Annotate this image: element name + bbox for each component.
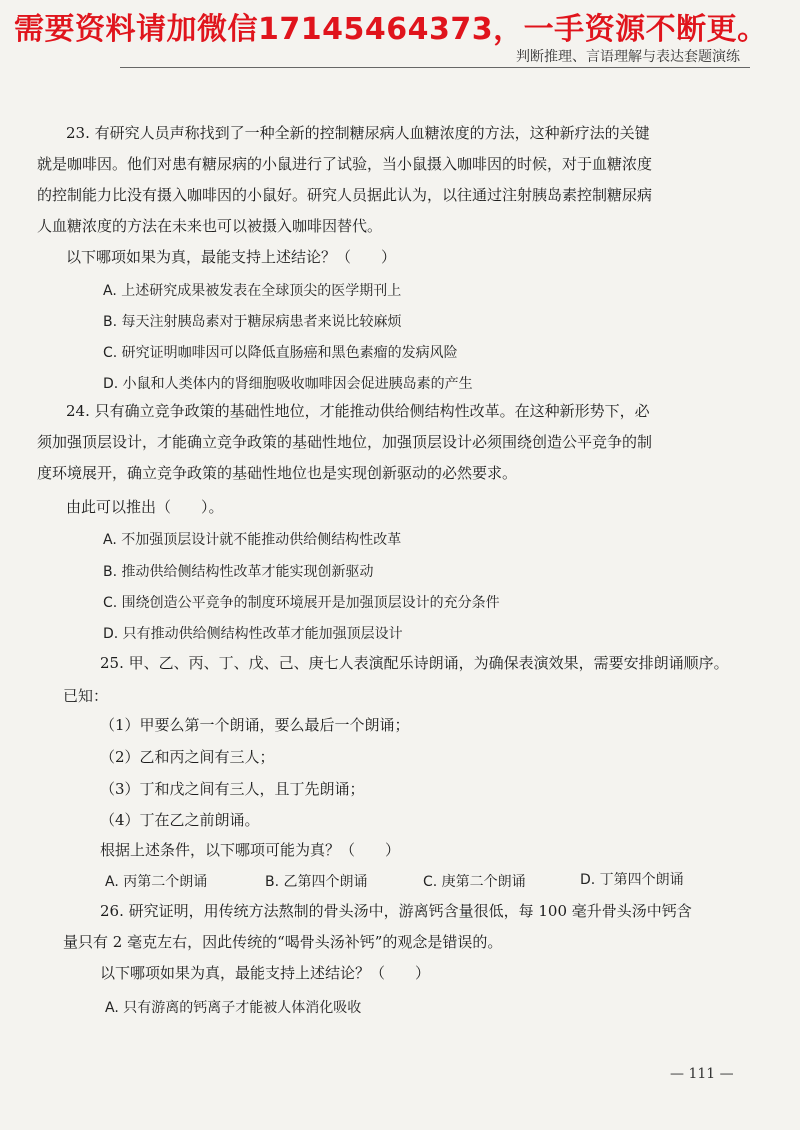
q25-question: 根据上述条件，以下哪项可能为真？（ ） (100, 841, 401, 859)
q25-condition: （4）丁在乙之前朗诵。 (100, 811, 260, 829)
header-rule (120, 67, 750, 68)
q25-condition: （3）丁和戊之间有三人，且丁先朗诵； (100, 780, 365, 798)
q26-stem-line: 量只有 2 毫克左右，因此传统的“喝骨头汤补钙”的观念是错误的。 (63, 933, 503, 951)
q23-stem-line: 的控制能力比没有摄入咖啡因的小鼠好。研究人员据此认为，以往通过注射胰岛素控制糖尿病 (37, 186, 653, 204)
q24-option-a: A. 不加强顶层设计就不能推动供给侧结构性改革 (103, 532, 402, 548)
q24-question: 由此可以推出（ ）。 (66, 498, 224, 516)
page-number: — 111 — (670, 1066, 734, 1082)
q25-condition: （2）乙和丙之间有三人； (100, 748, 275, 766)
q26-option-a: A. 只有游离的钙离子才能被人体消化吸收 (105, 1000, 362, 1016)
q25-stem-line: 25. 甲、乙、丙、丁、戊、己、庚七人表演配乐诗朗诵，为确保表演效果，需要安排朗诵顺序。 (100, 654, 729, 672)
q24-option-c: C. 围绕创造公平竞争的制度环境展开是加强顶层设计的充分条件 (103, 595, 500, 611)
q25-condition: （1）甲要么第一个朗诵，要么最后一个朗诵； (100, 716, 410, 734)
q24-stem-line: 24. 只有确立竞争政策的基础性地位，才能推动供给侧结构性改革。在这种新形势下，必 (66, 402, 650, 420)
q25-option-d: D. 丁第四个朗诵 (580, 872, 684, 888)
running-header: 判断推理、言语理解与表达套题演练 (516, 49, 740, 65)
q23-option-a: A. 上述研究成果被发表在全球顶尖的医学期刊上 (103, 283, 402, 299)
q24-stem-line: 度环境展开，确立竞争政策的基础性地位也是实现创新驱动的必然要求。 (37, 464, 518, 482)
q23-stem-line: 人血糖浓度的方法在未来也可以被摄入咖啡因替代。 (37, 217, 383, 235)
q24-option-d: D. 只有推动供给侧结构性改革才能加强顶层设计 (103, 626, 403, 642)
q23-option-c: C. 研究证明咖啡因可以降低直肠癌和黑色素瘤的发病风险 (103, 345, 458, 361)
q26-stem-line: 26. 研究证明，用传统方法熬制的骨头汤中，游离钙含量很低，每 100 毫升骨头汤中钙含 (100, 902, 692, 920)
q23-question: 以下哪项如果为真，最能支持上述结论？（ ） (66, 248, 397, 266)
q23-stem-line: 23. 有研究人员声称找到了一种全新的控制糖尿病人血糖浓度的方法，这种新疗法的关键 (66, 124, 650, 142)
q25-stem-line: 已知： (63, 687, 109, 705)
q26-question: 以下哪项如果为真，最能支持上述结论？（ ） (100, 964, 431, 982)
q24-stem-line: 须加强顶层设计，才能确立竞争政策的基础性地位，加强顶层设计必须围绕创造公平竞争的制 (37, 433, 653, 451)
watermark-banner: 需要资料请加微信17145464373，一手资源不断更。 (14, 12, 768, 47)
q23-option-b: B. 每天注射胰岛素对于糖尿病患者来说比较麻烦 (103, 314, 402, 330)
q25-option-a: A. 丙第二个朗诵 (105, 874, 208, 890)
q25-option-c: C. 庚第二个朗诵 (423, 874, 526, 890)
q24-option-b: B. 推动供给侧结构性改革才能实现创新驱动 (103, 564, 374, 580)
q23-option-d: D. 小鼠和人类体内的肾细胞吸收咖啡因会促进胰岛素的产生 (103, 376, 473, 392)
q23-stem-line: 就是咖啡因。他们对患有糖尿病的小鼠进行了试验，当小鼠摄入咖啡因的时候，对于血糖浓度 (37, 155, 653, 173)
q25-option-b: B. 乙第四个朗诵 (265, 874, 368, 890)
